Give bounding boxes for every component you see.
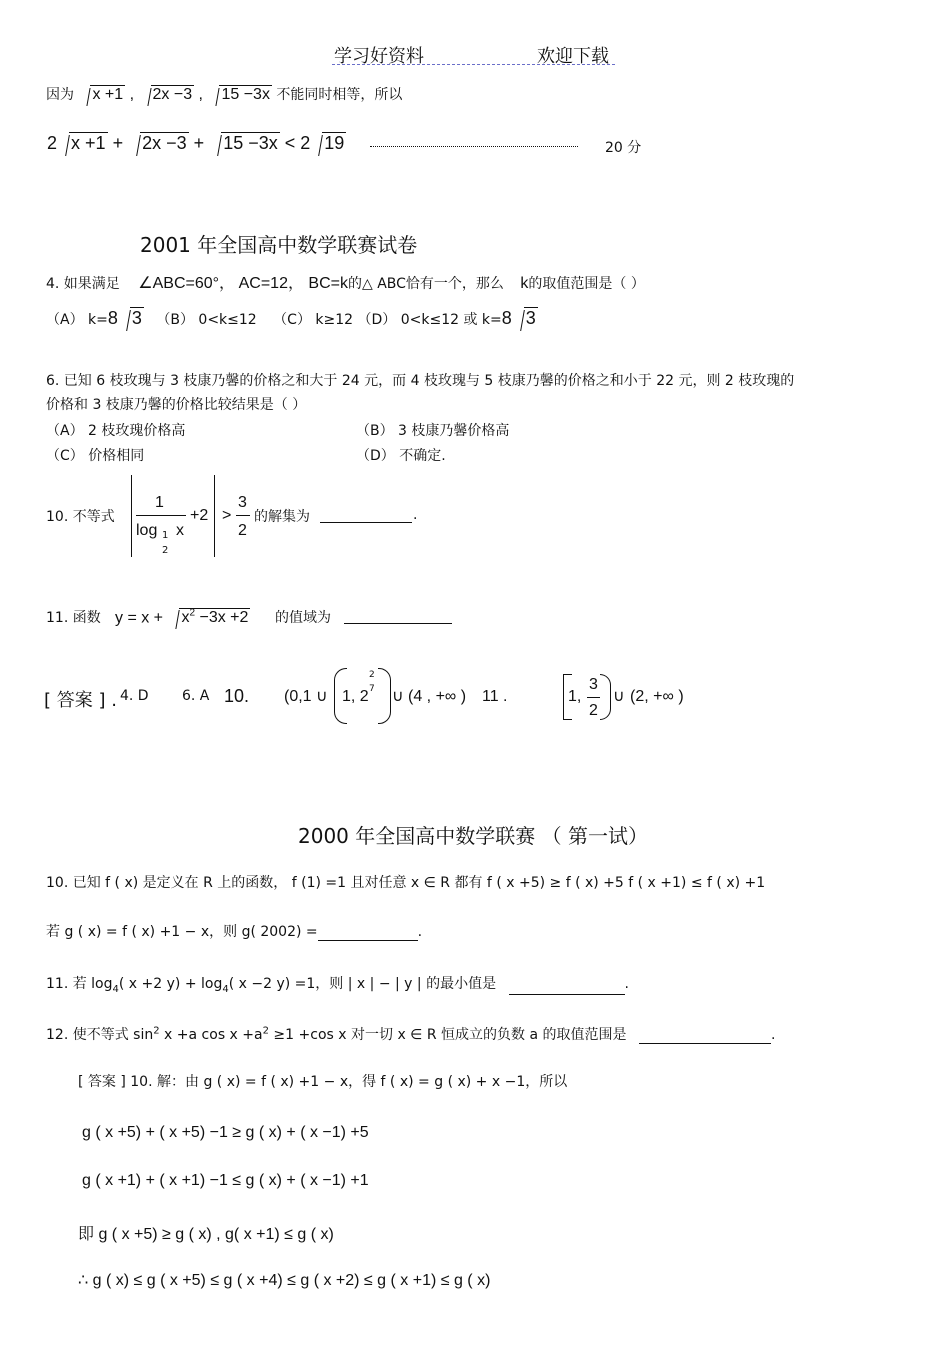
- solution-line4: 即 g ( x +5) ≥ g ( x) , g( x +1) ≤ g ( x): [78, 1226, 334, 1243]
- inequality-line: 2 x +1 + 2x −3 + 15 −3x < 2 19: [47, 133, 345, 153]
- sqrt: 2x −3: [128, 133, 189, 154]
- header-left: 学习好资料: [334, 46, 424, 67]
- answer-11-den: 2: [589, 702, 598, 719]
- answer-11-label: 11 .: [482, 688, 508, 705]
- section-title-2001: 2001 年全国高中数学联赛试卷: [140, 233, 418, 257]
- intro-line: [46, 84, 402, 104]
- answer-11-num: 3: [589, 676, 598, 693]
- q11-function: $y = x + x^2 -3x +2$: [115, 608, 249, 627]
- q6-line1: 6. 已知 6 枝玫瑰与 3 枝康乃馨的价格之和大于 24 元，而 4 枝玫瑰与 5 枝康乃馨的价格之和小于 22 元，则 2 枝玫瑰的: [46, 373, 795, 389]
- answer-10-interval3: (4 , +∞ ): [408, 688, 467, 705]
- q10-answer-blank: [320, 506, 412, 523]
- answer-10-exp-num: 2: [369, 670, 375, 680]
- solution-line2: g ( x +5) + ( x +5) −1 ≥ g ( x) + ( x −1) +5: [82, 1124, 369, 1141]
- answer-10-interval1: (0,1: [284, 688, 312, 705]
- answer-11-bar: [587, 697, 600, 698]
- answer-10-union2: ∪: [392, 688, 404, 705]
- header-right: 欢迎下载: [537, 46, 609, 67]
- q10-rhs-num: 3: [238, 494, 247, 511]
- q10-numerator: 1: [155, 494, 164, 511]
- answers-label: [ 答案 ] .: [44, 690, 117, 711]
- q10-rhs-den: 2: [238, 522, 247, 539]
- score: 20 分: [605, 140, 642, 156]
- q12-2000: 12. 使不等式 $\sin^2 x +a$ $\cos x +a^2 \ge 1 +\cos$ x 对一切 x ∈ R 恒成立的负数 a 的取值范围是 .: [46, 1025, 776, 1043]
- q10-plus2: +2: [190, 507, 209, 524]
- answer-4: 4. D: [120, 688, 149, 704]
- answer-11-paren: [600, 674, 611, 720]
- abs-bar-left: [131, 475, 132, 557]
- q6-option-d: （D） 不确定.: [356, 448, 446, 464]
- q6-option-c: （C） 价格相同: [46, 448, 145, 464]
- q10-rhs-bar: [236, 515, 250, 516]
- q10-x: x: [176, 522, 184, 539]
- solution-line5: ∴ g ( x) ≤ g ( x +5) ≤ g ( x +4) ≤ g ( x +2) ≤ g ( x +1) ≤ g ( x): [78, 1272, 491, 1289]
- q10-fraction-bar: [136, 515, 186, 516]
- solution-line1: [ 答案 ] 10. 解：由 g ( x) = f ( x) +1 − x，得 f ( x) = g ( x) + x −1，所以: [78, 1074, 568, 1090]
- q6-option-a: （A） 2 枝玫瑰价格高: [46, 423, 186, 439]
- sep: ,: [198, 86, 203, 103]
- q10-2000-line2: 若 g ( x) = f ( x) +1 − x，则 g( 2002) = .: [46, 924, 423, 940]
- q4-stem: 4. 如果满足 ∠ABC=60°， AC=12， BC=k的△ ABC恰有一个，那么 k的取值范围是（ ）: [46, 275, 645, 292]
- q11-label: 11. 函数: [46, 610, 101, 626]
- q10-log: log: [136, 522, 158, 539]
- answer-10-union1: ∪: [316, 688, 328, 705]
- answer-11-start: 1,: [568, 688, 582, 705]
- answer-6: 6. A: [182, 688, 210, 704]
- sep: ,: [129, 86, 135, 103]
- sqrt: x +1: [57, 133, 108, 154]
- answer-11-interval2: (2, +∞ ): [630, 688, 684, 705]
- q10-gt: >: [222, 507, 232, 524]
- q10-solution-set-text: 的解集为: [254, 509, 310, 525]
- q12-2000-blank: [639, 1027, 771, 1044]
- sqrt-x-plus-1: x +1: [78, 86, 125, 104]
- q10-log-base-den: 2: [162, 545, 169, 556]
- sqrt: $x^2 -3x +2$: [167, 608, 250, 627]
- answer-10-interval2: 1, 2: [342, 688, 369, 705]
- section-title-2000: 2000 年全国高中数学联赛 （ 第一试）: [298, 824, 648, 848]
- q10-2000-blank: [318, 924, 418, 941]
- abs-bar-right: [214, 475, 215, 557]
- q10-label: 10. 不等式: [46, 509, 115, 525]
- q4-options: （A） k=8 3 （B） 0<k≤12 （C） k≥12 （D） 0<k≤12 或 k=8 3: [46, 308, 536, 328]
- answer-11-union: ∪: [613, 688, 625, 705]
- q11-2000: 11. 若 $\log_4$( x +2 $y) + \log_4$( x −2 y) =1，则 | x | − | y | 的最小值是 .: [46, 976, 629, 995]
- q10-end: .: [413, 507, 418, 523]
- q6-option-b: （B） 3 枝康乃馨价格高: [356, 423, 510, 439]
- answer-10-paren-right: [378, 668, 391, 724]
- answer-10-label: 10.: [224, 686, 250, 706]
- sqrt-2x-minus-3: 2x −3: [139, 86, 195, 104]
- answer-10-exp-den: 7: [369, 684, 375, 694]
- q11-2000-blank: [509, 978, 625, 995]
- sqrt: 19: [310, 133, 346, 154]
- q10-log-base-num: 1: [162, 530, 169, 541]
- intro-prefix: 因为: [46, 87, 74, 103]
- q11-range-text: 的值域为: [275, 610, 331, 626]
- sqrt: 15 −3x: [209, 133, 280, 154]
- sqrt: 3: [118, 308, 144, 329]
- intro-suffix: 不能同时相等，所以: [276, 87, 403, 103]
- dotted-leader: [370, 146, 578, 147]
- q11-answer-blank: [344, 607, 452, 624]
- header-divider: [332, 64, 615, 65]
- q10-2000-line1: 10. 已知 f ( x) 是定义在 R 上的函数， f (1) =1 且对任意 x ∈ R 都有 f ( x +5) ≥ f ( x) +5 f ( x +1) ≤ f ( x) +1: [46, 875, 766, 891]
- solution-line3: g ( x +1) + ( x +1) −1 ≤ g ( x) + ( x −1) +1: [82, 1172, 369, 1189]
- q6-line2: 价格和 3 枝康乃馨的价格比较结果是（ ）: [46, 397, 307, 413]
- sqrt-15-minus-3x: 15 −3x: [207, 86, 271, 104]
- sqrt: 3: [512, 308, 538, 329]
